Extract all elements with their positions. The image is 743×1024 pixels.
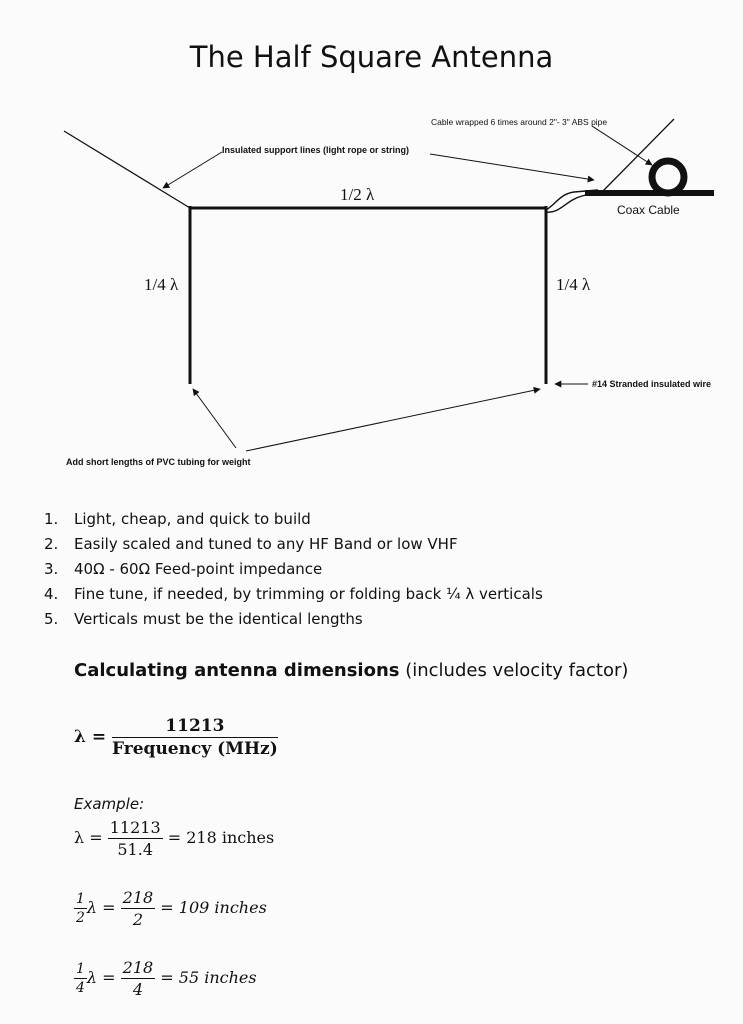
example-quarter-wave: $\frac{1}{4}$ λ = $\frac{218}{4}$ = 55 inches: [76, 958, 257, 999]
list-item: 2. Easily scaled and tuned to any HF Band or low VHF: [44, 535, 458, 553]
calc-heading: Calculating antenna dimensions (includes velocity factor): [74, 660, 629, 681]
list-item: 1. Light, cheap, and quick to build: [44, 510, 311, 528]
pvc-note: Add short lengths of PVC tubing for weight: [66, 457, 251, 467]
left-quarter-wave-label: 1/4 λ: [144, 275, 179, 294]
wavelength-formula: λ = $\frac{11213}{\text{Frequency (MHz)}}$: [74, 716, 278, 759]
list-item: 3. 40Ω - 60Ω Feed-point impedance: [44, 560, 323, 578]
right-quarter-wave-label: 1/4 λ: [556, 275, 591, 294]
choke-coil: [652, 161, 684, 193]
left-support-line: [64, 131, 190, 208]
list-item: 4. Fine tune, if needed, by trimming or folding back ¼ λ verticals: [44, 585, 543, 603]
antenna-diagram: [0, 0, 743, 480]
example-full-wave: λ = $\frac{11213}{51.4}$ = 218 inches: [74, 818, 275, 859]
cable-wrap-note: Cable wrapped 6 times around 2"- 3" ABS pipe: [431, 117, 608, 127]
half-wave-label: 1/2 λ: [340, 185, 375, 204]
features-list: [44, 507, 543, 632]
wire-note: #14 Stranded insulated wire: [592, 379, 712, 389]
example-half-wave: $\frac{1}{2}$ λ = $\frac{218}{2}$ = 109 inches: [76, 888, 267, 929]
page-title: The Half Square Antenna: [189, 40, 554, 74]
list-item: 5. Verticals must be the identical lengths: [44, 610, 363, 628]
support-lines-note: Insulated support lines (light rope or string): [222, 145, 410, 155]
coax-cable-label: Coax Cable: [617, 203, 680, 217]
example-label: Example:: [74, 795, 145, 813]
